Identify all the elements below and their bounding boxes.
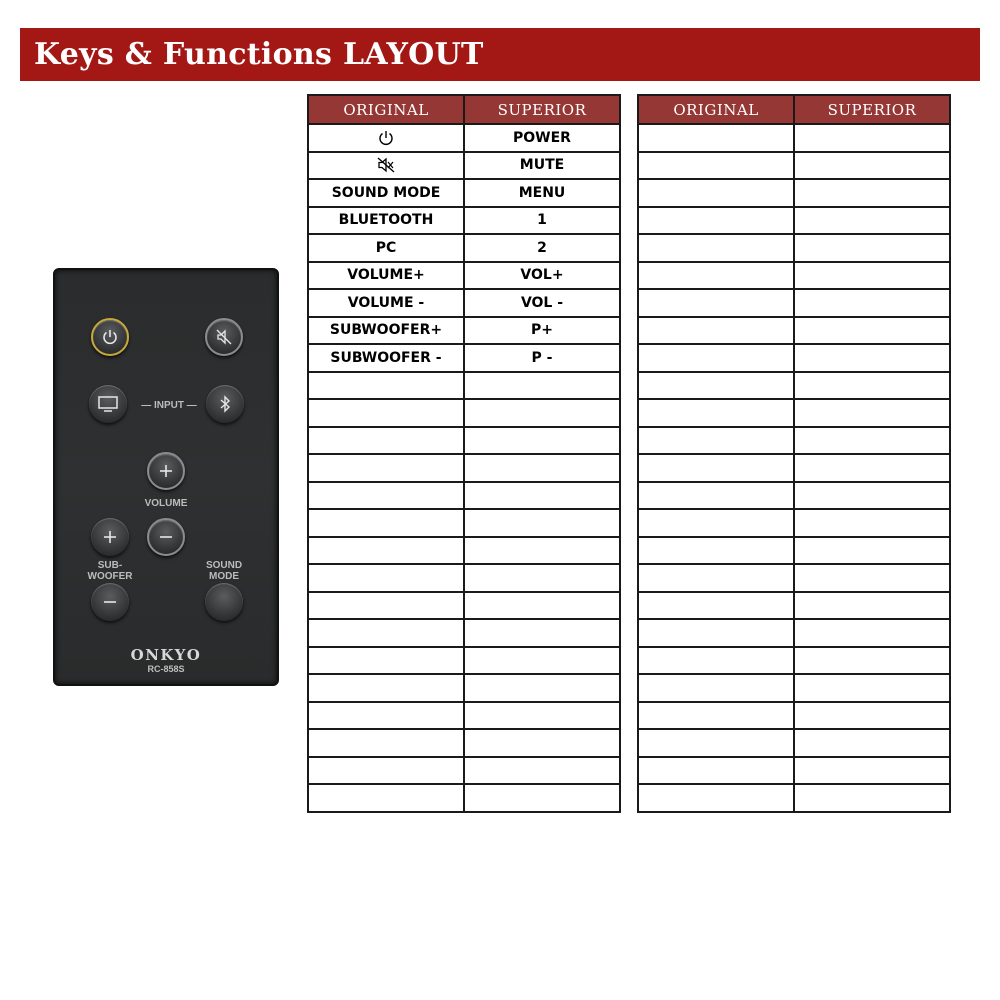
cell-superior	[794, 702, 950, 730]
cell-text: MENU	[518, 184, 566, 201]
remote-power-button	[91, 318, 129, 356]
cell-superior	[464, 564, 620, 592]
cell-original	[638, 537, 794, 565]
power-icon	[101, 328, 119, 346]
cell-original	[308, 509, 464, 537]
table-row	[308, 729, 620, 757]
cell-superior	[464, 344, 620, 372]
cell-original	[308, 482, 464, 510]
table-row	[638, 372, 950, 400]
cell-superior	[464, 234, 620, 262]
table-row	[638, 124, 950, 152]
table-row	[638, 399, 950, 427]
remote-pc-input-button	[89, 385, 127, 423]
table-row	[638, 647, 950, 675]
cell-original	[308, 729, 464, 757]
table-row	[308, 592, 620, 620]
cell-superior	[464, 647, 620, 675]
table-row	[308, 702, 620, 730]
table-row	[308, 124, 620, 152]
remote-sound-mode-label: SOUND MODE	[205, 560, 243, 582]
table-header-row	[308, 95, 620, 124]
cell-text: BLUETOOTH	[338, 212, 434, 229]
cell-superior	[464, 179, 620, 207]
cell-superior	[464, 729, 620, 757]
table-row	[308, 234, 620, 262]
cell-original	[308, 702, 464, 730]
table-row	[638, 482, 950, 510]
cell-superior	[464, 702, 620, 730]
remote-mute-button	[205, 318, 243, 356]
cell-original	[638, 564, 794, 592]
table-row	[638, 702, 950, 730]
remote-volume-down-button	[147, 518, 185, 556]
page-title: Keys & Functions LAYOUT	[34, 37, 484, 72]
cell-superior	[794, 262, 950, 290]
cell-text: P -	[531, 349, 553, 366]
table-row	[638, 262, 950, 290]
cell-original	[308, 399, 464, 427]
cell-superior	[464, 207, 620, 235]
cell-original	[308, 289, 464, 317]
mute-icon	[215, 328, 233, 346]
cell-superior	[794, 592, 950, 620]
table-row	[308, 454, 620, 482]
cell-superior	[794, 784, 950, 812]
cell-superior	[464, 399, 620, 427]
cell-original	[638, 454, 794, 482]
remote-control-image	[53, 268, 279, 686]
table-row	[308, 289, 620, 317]
table-row	[638, 317, 950, 345]
table-row	[638, 427, 950, 455]
cell-original	[308, 179, 464, 207]
cell-superior	[464, 619, 620, 647]
cell-superior	[794, 757, 950, 785]
cell-text: 2	[537, 239, 547, 256]
cell-original	[638, 289, 794, 317]
header-superior: SUPERIOR	[794, 95, 950, 124]
cell-superior	[464, 317, 620, 345]
table-row	[308, 372, 620, 400]
cell-original	[308, 344, 464, 372]
cell-original	[308, 592, 464, 620]
cell-superior	[464, 454, 620, 482]
cell-text: VOLUME+	[347, 267, 425, 284]
table-row	[638, 234, 950, 262]
cell-superior	[794, 427, 950, 455]
cell-original	[308, 262, 464, 290]
cell-original	[638, 344, 794, 372]
remote-sound-mode-button	[205, 583, 243, 621]
cell-superior	[794, 372, 950, 400]
power-icon	[377, 130, 395, 146]
cell-text: VOL -	[520, 294, 564, 311]
cell-original	[638, 262, 794, 290]
header-banner	[20, 28, 980, 81]
cell-superior	[794, 344, 950, 372]
cell-superior	[464, 674, 620, 702]
minus-icon	[101, 593, 119, 611]
mute-icon	[376, 157, 396, 173]
cell-original	[308, 619, 464, 647]
cell-superior	[794, 647, 950, 675]
plus-icon	[157, 462, 175, 480]
cell-superior	[464, 784, 620, 812]
table-row	[308, 207, 620, 235]
cell-superior	[794, 619, 950, 647]
cell-superior	[794, 509, 950, 537]
cell-superior	[794, 454, 950, 482]
cell-superior	[794, 207, 950, 235]
remote-subwoofer-up-button	[91, 518, 129, 556]
table-row	[638, 674, 950, 702]
cell-superior	[794, 234, 950, 262]
remote-subwoofer-label: SUB- WOOFER	[87, 560, 133, 582]
table-row	[308, 564, 620, 592]
cell-superior	[794, 289, 950, 317]
cell-original	[638, 592, 794, 620]
cell-original	[308, 317, 464, 345]
cell-superior	[794, 729, 950, 757]
header-superior: SUPERIOR	[464, 95, 620, 124]
table-row	[308, 399, 620, 427]
cell-original	[638, 674, 794, 702]
cell-original	[638, 784, 794, 812]
cell-superior	[794, 482, 950, 510]
cell-superior	[464, 289, 620, 317]
cell-original	[308, 372, 464, 400]
cell-original	[638, 509, 794, 537]
cell-original	[638, 372, 794, 400]
cell-original	[638, 619, 794, 647]
cell-text: VOL+	[520, 267, 564, 284]
bluetooth-icon	[219, 395, 231, 413]
cell-text: MUTE	[519, 157, 565, 174]
minus-icon	[157, 528, 175, 546]
table-row	[638, 152, 950, 180]
table-row	[308, 619, 620, 647]
cell-superior	[794, 537, 950, 565]
cell-original	[308, 427, 464, 455]
cell-original	[638, 399, 794, 427]
table-row	[308, 152, 620, 180]
cell-original	[308, 537, 464, 565]
cell-superior	[464, 592, 620, 620]
cell-original	[638, 647, 794, 675]
cell-original	[638, 702, 794, 730]
cell-superior	[464, 537, 620, 565]
table-row	[638, 729, 950, 757]
remote-subwoofer-down-button	[91, 583, 129, 621]
cell-superior	[464, 427, 620, 455]
table-row	[638, 564, 950, 592]
cell-superior	[794, 152, 950, 180]
remote-bluetooth-button	[206, 385, 244, 423]
cell-superior	[464, 509, 620, 537]
cell-original	[308, 124, 464, 152]
cell-text: PC	[375, 239, 397, 256]
table-row	[308, 757, 620, 785]
table-row	[638, 757, 950, 785]
cell-superior	[794, 399, 950, 427]
table-row	[308, 509, 620, 537]
table-row	[308, 674, 620, 702]
cell-original	[638, 757, 794, 785]
cell-text: SOUND MODE	[331, 184, 441, 201]
table-row	[638, 454, 950, 482]
cell-original	[638, 234, 794, 262]
cell-superior	[464, 262, 620, 290]
table-row	[638, 592, 950, 620]
keys-table-right	[637, 94, 951, 813]
cell-superior	[794, 317, 950, 345]
cell-original	[308, 207, 464, 235]
cell-superior	[464, 124, 620, 152]
cell-original	[308, 152, 464, 180]
cell-original	[308, 647, 464, 675]
keys-table-left	[307, 94, 621, 813]
cell-original	[638, 179, 794, 207]
cell-original	[638, 729, 794, 757]
cell-original	[308, 757, 464, 785]
table-header-row	[638, 95, 950, 124]
cell-original	[308, 674, 464, 702]
cell-original	[308, 234, 464, 262]
cell-text: VOLUME -	[347, 294, 425, 311]
cell-original	[638, 482, 794, 510]
cell-text: POWER	[513, 129, 571, 146]
table-row	[638, 537, 950, 565]
remote-volume-up-button	[147, 452, 185, 490]
table-row	[638, 179, 950, 207]
cell-original	[308, 564, 464, 592]
cell-superior	[464, 372, 620, 400]
remote-model-number: RC-858S	[147, 664, 185, 674]
cell-original	[638, 427, 794, 455]
cell-original	[638, 124, 794, 152]
cell-text: P+	[531, 322, 553, 339]
table-row	[308, 784, 620, 812]
remote-input-label: — INPUT —	[141, 400, 197, 411]
cell-superior	[794, 674, 950, 702]
remote-brand-logo: ONKYO	[130, 646, 202, 664]
table-row	[638, 207, 950, 235]
table-row	[308, 344, 620, 372]
monitor-icon	[97, 395, 119, 413]
cell-superior	[794, 564, 950, 592]
table-row	[308, 537, 620, 565]
cell-original	[308, 454, 464, 482]
cell-original	[308, 784, 464, 812]
table-row	[308, 317, 620, 345]
table-row	[308, 262, 620, 290]
table-row	[638, 344, 950, 372]
table-row	[638, 289, 950, 317]
cell-original	[638, 152, 794, 180]
table-row	[308, 179, 620, 207]
table-row	[638, 619, 950, 647]
header-original: ORIGINAL	[638, 95, 794, 124]
cell-text: 1	[537, 212, 547, 229]
cell-text: SUBWOOFER -	[330, 349, 442, 366]
cell-superior	[794, 124, 950, 152]
table-row	[308, 427, 620, 455]
table-row	[308, 647, 620, 675]
table-row	[638, 784, 950, 812]
plus-icon	[101, 528, 119, 546]
cell-original	[638, 207, 794, 235]
cell-text: SUBWOOFER+	[329, 322, 443, 339]
remote-volume-label: VOLUME	[144, 498, 188, 509]
cell-superior	[464, 152, 620, 180]
cell-superior	[464, 757, 620, 785]
header-original: ORIGINAL	[308, 95, 464, 124]
cell-superior	[794, 179, 950, 207]
cell-original	[638, 317, 794, 345]
table-row	[308, 482, 620, 510]
table-row	[638, 509, 950, 537]
cell-superior	[464, 482, 620, 510]
